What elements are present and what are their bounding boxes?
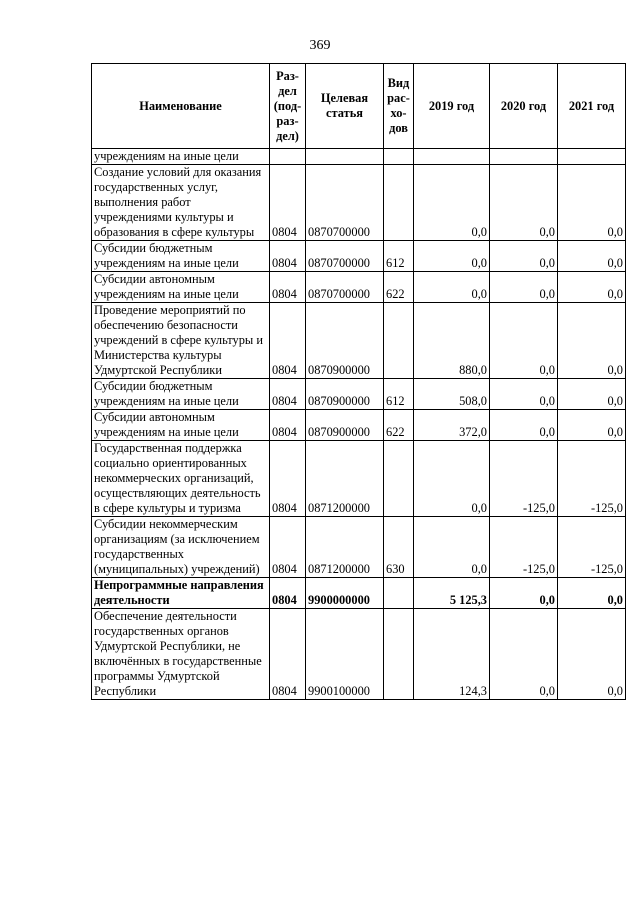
cell-target: 0870700000 xyxy=(306,165,384,241)
cell-name: Субсидии некоммерческим организациям (за исключением государственных (муниципальных) учреждений) xyxy=(92,517,270,578)
cell-expense xyxy=(384,303,414,379)
header-2021: 2021 год xyxy=(558,64,626,149)
cell-expense: 622 xyxy=(384,410,414,441)
cell-section: 0804 xyxy=(270,165,306,241)
cell-name: Субсидии бюджетным учреждениям на иные цели xyxy=(92,379,270,410)
cell-name: Непрограммные направления деятельности xyxy=(92,578,270,609)
budget-table xyxy=(91,63,626,700)
cell-name: Обеспечение деятельности государственных органов Удмуртской Республики, не включённых в государственные программы Удмуртской Республики xyxy=(92,609,270,700)
cell-y2019: 372,0 xyxy=(414,410,490,441)
cell-y2021: 0,0 xyxy=(558,165,626,241)
table-row xyxy=(92,379,626,410)
cell-y2020: 0,0 xyxy=(490,303,558,379)
cell-y2019: 508,0 xyxy=(414,379,490,410)
header-2019: 2019 год xyxy=(414,64,490,149)
cell-target: 0870900000 xyxy=(306,303,384,379)
cell-section: 0804 xyxy=(270,578,306,609)
cell-name: учреждениям на иные цели xyxy=(92,149,270,165)
header-expense: Вид рас- хо- дов xyxy=(384,64,414,149)
table-row xyxy=(92,609,626,700)
cell-name: Государственная поддержка социально ориентированных некоммерческих организаций, осуществляющих деятельность в сфере культуры и туризма xyxy=(92,441,270,517)
cell-target: 0871200000 xyxy=(306,441,384,517)
header-section: Раз- дел (под- раз- дел) xyxy=(270,64,306,149)
cell-y2020: 0,0 xyxy=(490,241,558,272)
cell-name: Создание условий для оказания государственных услуг, выполнения работ учреждениями культуры и образования в сфере культуры xyxy=(92,165,270,241)
cell-y2019: 124,3 xyxy=(414,609,490,700)
table-row xyxy=(92,272,626,303)
cell-section: 0804 xyxy=(270,517,306,578)
cell-expense: 630 xyxy=(384,517,414,578)
cell-section: 0804 xyxy=(270,241,306,272)
cell-section: 0804 xyxy=(270,272,306,303)
cell-section: 0804 xyxy=(270,379,306,410)
cell-y2020: 0,0 xyxy=(490,272,558,303)
table-row xyxy=(92,303,626,379)
cell-y2019 xyxy=(414,149,490,165)
cell-section xyxy=(270,149,306,165)
cell-expense xyxy=(384,149,414,165)
cell-target: 9900100000 xyxy=(306,609,384,700)
table-header-row xyxy=(92,64,626,149)
cell-section: 0804 xyxy=(270,441,306,517)
cell-y2020: 0,0 xyxy=(490,578,558,609)
header-2020: 2020 год xyxy=(490,64,558,149)
cell-y2019: 0,0 xyxy=(414,241,490,272)
cell-target xyxy=(306,149,384,165)
cell-y2020: -125,0 xyxy=(490,441,558,517)
cell-y2021: 0,0 xyxy=(558,578,626,609)
cell-expense xyxy=(384,441,414,517)
cell-expense xyxy=(384,165,414,241)
cell-y2020: 0,0 xyxy=(490,165,558,241)
table-row xyxy=(92,578,626,609)
cell-target: 0870700000 xyxy=(306,272,384,303)
cell-y2021: 0,0 xyxy=(558,272,626,303)
table-row xyxy=(92,149,626,165)
cell-y2019: 880,0 xyxy=(414,303,490,379)
cell-expense xyxy=(384,578,414,609)
cell-target: 0870900000 xyxy=(306,379,384,410)
cell-y2019: 5 125,3 xyxy=(414,578,490,609)
cell-section: 0804 xyxy=(270,303,306,379)
cell-name: Субсидии автономным учреждениям на иные цели xyxy=(92,410,270,441)
cell-name: Субсидии автономным учреждениям на иные цели xyxy=(92,272,270,303)
cell-y2021 xyxy=(558,149,626,165)
header-name: Наименование xyxy=(92,64,270,149)
cell-y2020 xyxy=(490,149,558,165)
table-row xyxy=(92,517,626,578)
cell-y2020: -125,0 xyxy=(490,517,558,578)
table-row xyxy=(92,241,626,272)
cell-y2021: -125,0 xyxy=(558,517,626,578)
page-number: 369 xyxy=(309,38,331,53)
cell-y2019: 0,0 xyxy=(414,517,490,578)
cell-y2021: 0,0 xyxy=(558,410,626,441)
cell-y2019: 0,0 xyxy=(414,272,490,303)
cell-y2020: 0,0 xyxy=(490,410,558,441)
cell-y2020: 0,0 xyxy=(490,609,558,700)
cell-expense: 612 xyxy=(384,241,414,272)
cell-expense: 612 xyxy=(384,379,414,410)
cell-y2021: 0,0 xyxy=(558,379,626,410)
header-target: Целевая статья xyxy=(306,64,384,149)
cell-y2020: 0,0 xyxy=(490,379,558,410)
cell-y2021: 0,0 xyxy=(558,241,626,272)
table-row xyxy=(92,441,626,517)
cell-y2019: 0,0 xyxy=(414,165,490,241)
cell-section: 0804 xyxy=(270,609,306,700)
cell-y2019: 0,0 xyxy=(414,441,490,517)
cell-expense xyxy=(384,609,414,700)
cell-y2021: 0,0 xyxy=(558,609,626,700)
cell-y2021: 0,0 xyxy=(558,303,626,379)
cell-expense: 622 xyxy=(384,272,414,303)
cell-target: 0870700000 xyxy=(306,241,384,272)
table-row xyxy=(92,410,626,441)
cell-name: Субсидии бюджетным учреждениям на иные цели xyxy=(92,241,270,272)
cell-target: 9900000000 xyxy=(306,578,384,609)
table-row xyxy=(92,165,626,241)
cell-y2021: -125,0 xyxy=(558,441,626,517)
cell-section: 0804 xyxy=(270,410,306,441)
cell-target: 0870900000 xyxy=(306,410,384,441)
cell-name: Проведение мероприятий по обеспечению безопасности учреждений в сфере культуры и Министерства культуры Удмуртской Республики xyxy=(92,303,270,379)
cell-target: 0871200000 xyxy=(306,517,384,578)
